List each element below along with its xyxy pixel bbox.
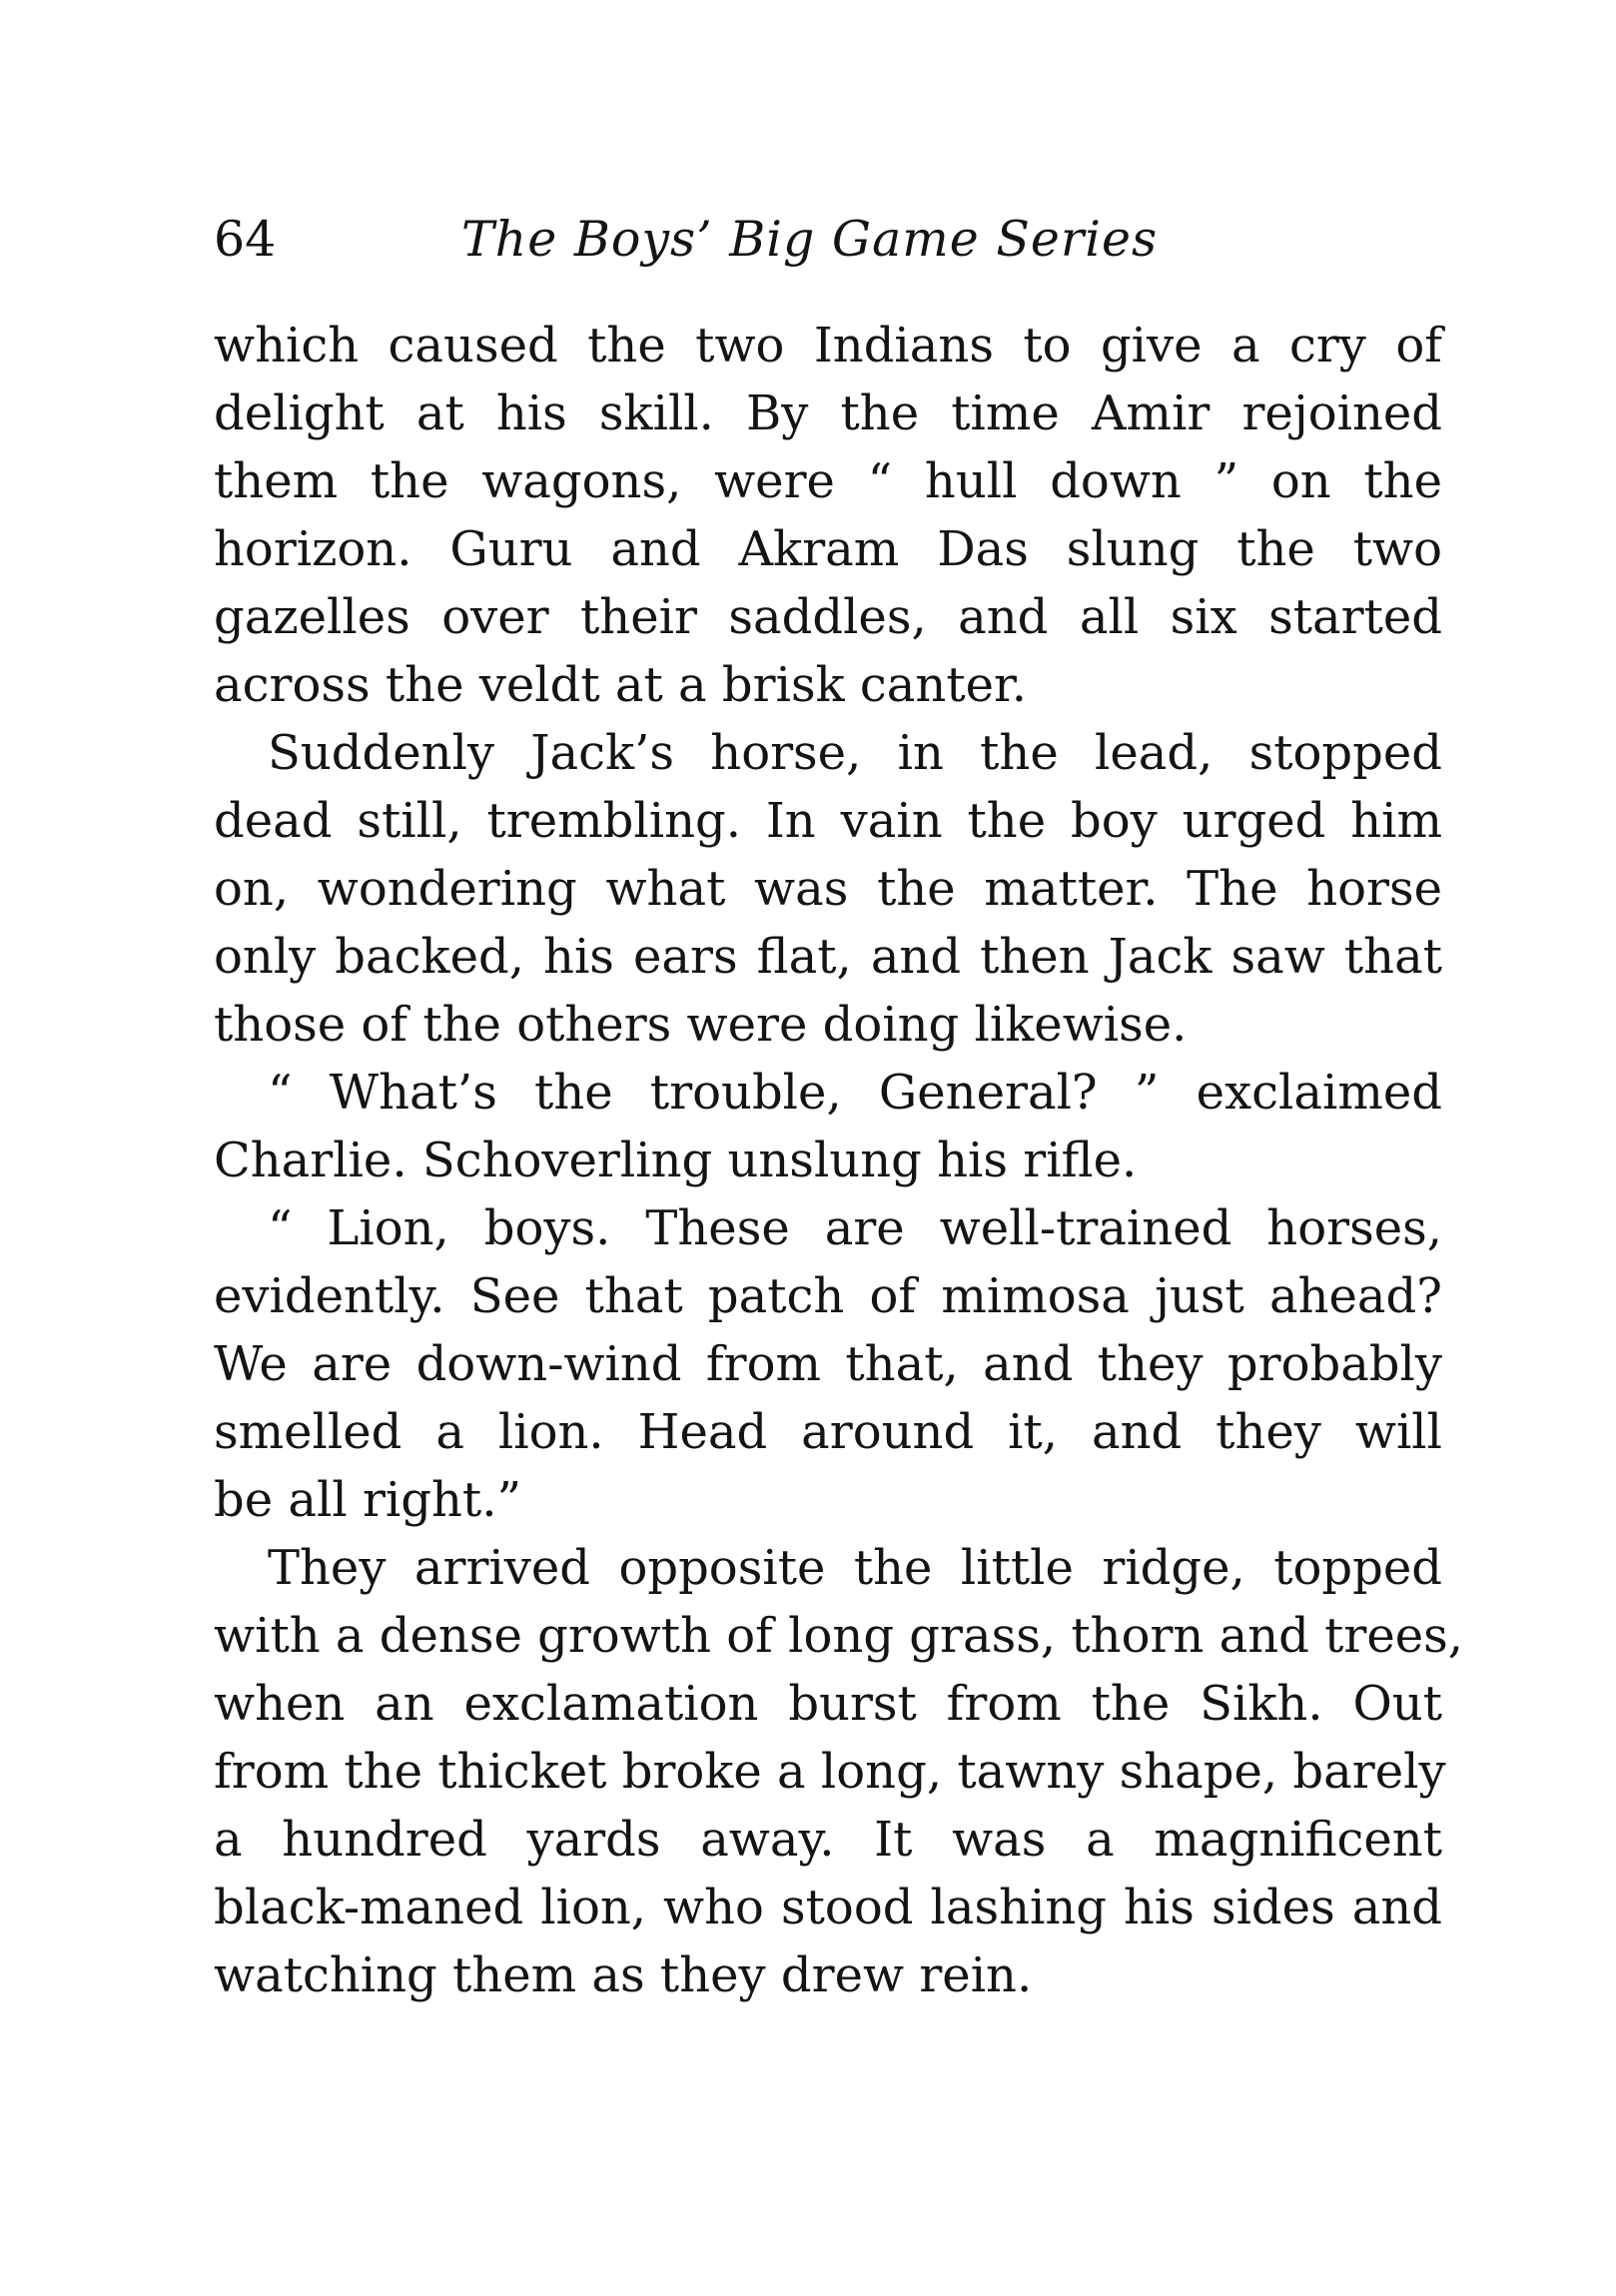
body-text <box>214 312 1464 2009</box>
text-line: “ What’s the trouble, General? ” exclaimed <box>268 1065 1442 1121</box>
paragraph-4 <box>214 1194 1442 1534</box>
text-line: We are down-wind from that, and they probably <box>214 1336 1442 1392</box>
page-header <box>214 205 1442 275</box>
paragraph-3 <box>214 1059 1442 1194</box>
text-line: “ Lion, boys. These are well-trained horses, <box>268 1200 1442 1256</box>
text-line: gazelles over their saddles, and all six started <box>214 589 1442 645</box>
text-line: those of the others were doing likewise. <box>214 997 1188 1053</box>
text-line: only backed, his ears flat, and then Jack saw that <box>214 929 1442 985</box>
text-line: them the wagons, were “ hull down ” on the <box>214 453 1442 509</box>
text-line: smelled a lion. Head around it, and they will <box>214 1404 1442 1460</box>
text-line: from the thicket broke a long, tawny shape, barely <box>214 1744 1446 1800</box>
text-line: Suddenly Jack’s horse, in the lead, stopped <box>268 725 1442 781</box>
text-line: watching them as they drew rein. <box>214 1947 1033 2003</box>
paragraph-2 <box>214 719 1442 1059</box>
text-line: horizon. Guru and Akram Das slung the two <box>214 521 1442 577</box>
page-number: 64 <box>214 211 277 268</box>
text-line: delight at his skill. By the time Amir rejoined <box>214 385 1442 441</box>
text-line: a hundred yards away. It was a magnificent <box>214 1812 1442 1868</box>
text-line: dead still, trembling. In vain the boy urged him <box>214 793 1442 849</box>
text-line: be all right.” <box>214 1472 521 1528</box>
text-line: on, wondering what was the matter. The horse <box>214 861 1442 917</box>
text-line: black-maned lion, who stood lashing his sides and <box>214 1880 1442 1935</box>
running-title: The Boys’ Big Game Series <box>461 211 1159 268</box>
text-line: evidently. See that patch of mimosa just ahead? <box>214 1268 1442 1324</box>
text-line: across the veldt at a brisk canter. <box>214 657 1027 713</box>
text-line: which caused the two Indians to give a cry of <box>214 318 1442 374</box>
paragraph-1 <box>214 312 1442 719</box>
text-line: They arrived opposite the little ridge, topped <box>268 1540 1442 1596</box>
text-line: when an exclamation burst from the Sikh. Out <box>214 1676 1442 1732</box>
text-line: with a dense growth of long grass, thorn and trees, <box>214 1608 1464 1664</box>
text-line: Charlie. Schoverling unslung his rifle. <box>214 1133 1138 1188</box>
paragraph-5 <box>214 1534 1464 2009</box>
